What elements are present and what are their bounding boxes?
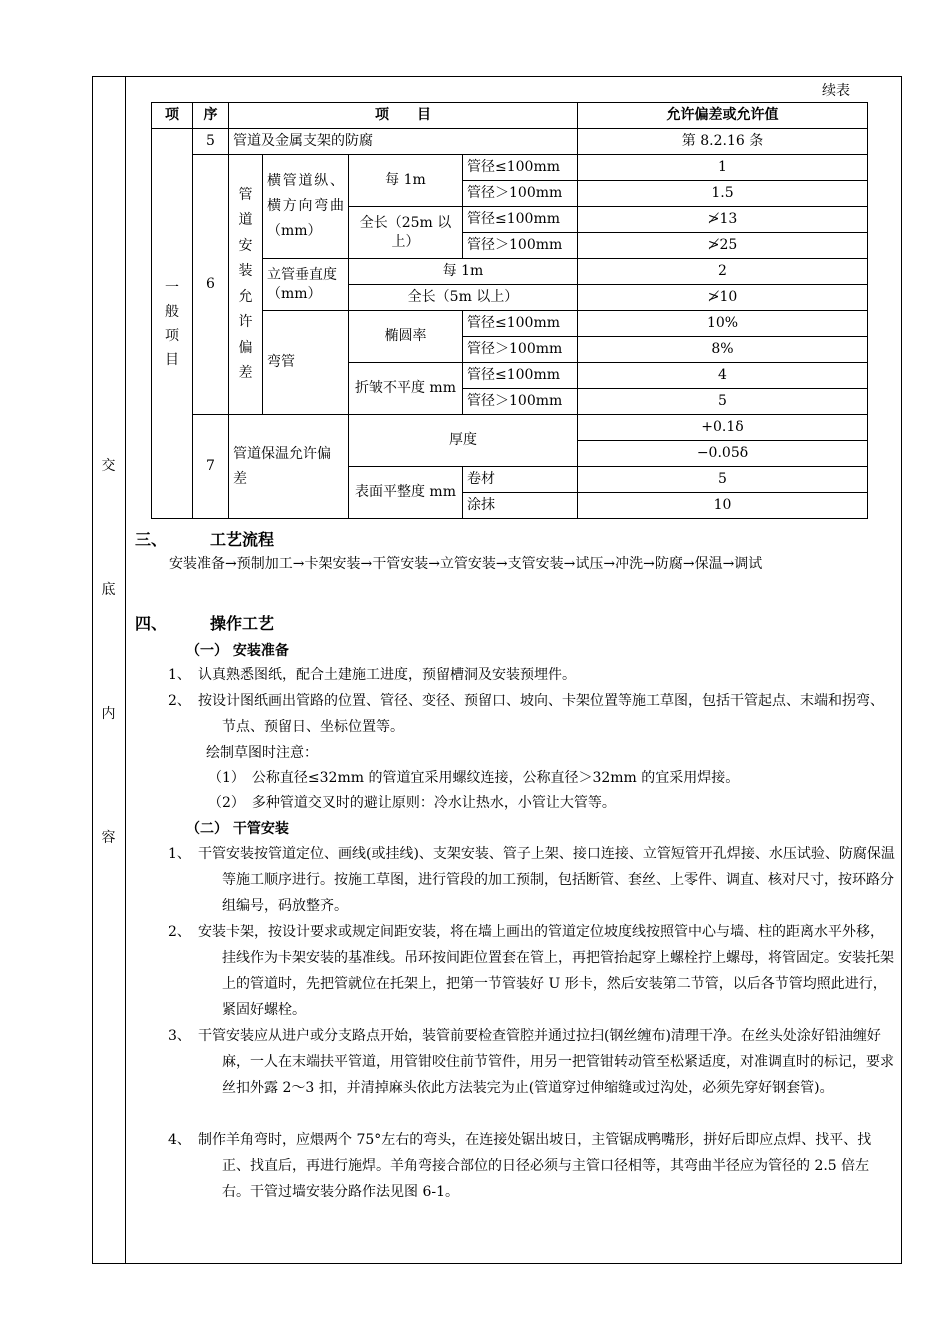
diameter-cell: 管径≤100mm [463, 363, 578, 389]
value-cell: −0.05δ [578, 441, 868, 467]
process-flow: 安装准备→预制加工→卡架安装→干管安装→立管安装→支管安装→试压→冲洗→防腐→保温→调试 [169, 556, 763, 572]
list-text: 按设计图纸画出管路的位置、管径、变径、预留口、坡向、卡架位置等施工草图，包括干管起点、末端和拐弯、节点、预留日、坐标位置等。 [198, 693, 884, 735]
wrinkle-cell: 折皱不平度 mm [349, 363, 463, 415]
category-cell: 一般项目 [152, 129, 193, 519]
value-cell: 1.5 [578, 181, 868, 207]
list-number: 2、 [168, 924, 191, 940]
header-seq: 序 [193, 103, 229, 129]
side-label-char: 内 [101, 706, 116, 722]
header-value: 允许偏差或允许值 [578, 103, 868, 129]
value-cell: 8% [578, 337, 868, 363]
side-label-char: 底 [101, 582, 116, 598]
header-item: 项 目 [229, 103, 578, 129]
value-cell: 2 [578, 259, 868, 285]
value-cell: ≯10 [578, 285, 868, 311]
full-length-cell: 全长（25m 以上） [349, 207, 463, 259]
value-cell: ≯13 [578, 207, 868, 233]
diameter-cell: 管径＞100mm [463, 233, 578, 259]
seq-cell: 7 [193, 415, 229, 519]
side-label-char: 容 [101, 830, 116, 846]
list-item [168, 662, 896, 688]
table-row [152, 155, 868, 181]
tolerance-table [151, 102, 868, 519]
value-cell: 4 [578, 363, 868, 389]
section-title: 操作工艺 [210, 614, 275, 633]
section-heading [135, 611, 274, 634]
thickness-cell: 厚度 [349, 415, 578, 467]
per-meter-cell: 每 1m [349, 155, 463, 207]
horizontal-pipe-cell: 横管道纵、横方向弯曲（mm） [263, 155, 349, 259]
diameter-cell: 管径＞100mm [463, 337, 578, 363]
table-header-row [152, 103, 868, 129]
frame-divider [125, 76, 126, 1264]
subsection-heading: （二） 干管安装 [186, 821, 289, 837]
table-row [152, 129, 868, 155]
material-cell: 涂抹 [463, 493, 578, 519]
list-text: 安装卡架，按设计要求或规定间距安装，将在墙上画出的管道定位坡度线按照管中心与墙、柱的距离水平外移，挂线作为卡架安装的基准线。吊环按间距位置套在管上，再把管抬起穿上螺栓拧上螺母，将管固定。安装托架上的管道时，先把管就位在托架上，把第一节管装好 U 形卡，然后安装第二节管，以后各节管均照此进行，紧固好螺栓。 [198, 924, 894, 1018]
diameter-cell: 管径＞100mm [463, 389, 578, 415]
section-number: 三、 [135, 530, 168, 549]
list-text: 认真熟悉图纸，配合土建施工进度，预留槽洞及安装预埋件。 [198, 667, 576, 683]
value-cell: 10 [578, 493, 868, 519]
list-text: 制作羊角弯时，应煨两个 75°左右的弯头，在连接处锯出坡日，主管锯成鸭嘴形，拼好后即应点焊、找平、找正、找直后，再进行施焊。羊角弯接合部位的日径必须与主管口径相等，其弯曲半径应为管径的 2.5 倍左右。干管过墙安装分路作法见图 6-1。 [198, 1132, 872, 1200]
section-number: 四、 [135, 614, 168, 633]
list-item [168, 1023, 896, 1101]
list-item [168, 1127, 896, 1205]
group-cell: 管道安装允许偏差 [229, 155, 263, 415]
list-number: 1、 [168, 667, 191, 683]
side-label-char: 交 [101, 458, 116, 474]
value-cell: ≯25 [578, 233, 868, 259]
value-cell: 5 [578, 467, 868, 493]
seq-cell: 5 [193, 129, 229, 155]
draw-note: 绘制草图时注意： [206, 745, 318, 761]
continued-label: 续表 [822, 83, 850, 99]
value-cell: 10% [578, 311, 868, 337]
list-text: 干管安装按管道定位、画线(或挂线)、支架安装、管子上架、接口连接、立管短管开孔焊接、水压试验、防腐保温等施工顺序进行。按施工草图，进行管段的加工预制，包括断管、套丝、上零件、调直、核对尺寸，按环路分组编号，码放整齐。 [198, 846, 895, 914]
per-meter-cell: 每 1m [349, 259, 578, 285]
material-cell: 卷材 [463, 467, 578, 493]
section-title: 工艺流程 [210, 530, 275, 549]
bend-cell: 弯管 [263, 311, 349, 415]
list-number: 3、 [168, 1028, 191, 1044]
diameter-cell: 管径≤100mm [463, 207, 578, 233]
list-item [168, 919, 896, 1023]
note-item: （2） 多种管道交叉时的避让原则：冷水让热水，小管让大管等。 [208, 795, 616, 811]
section-heading [135, 527, 274, 550]
seq-cell: 6 [193, 155, 229, 415]
list-item [168, 841, 896, 919]
value-cell: 1 [578, 155, 868, 181]
diameter-cell: 管径＞100mm [463, 181, 578, 207]
list-item [168, 688, 896, 740]
vertical-pipe-cell: 立管垂直度（mm） [263, 259, 349, 311]
item-cell: 管道及金属支架的防腐 [229, 129, 578, 155]
value-cell: 第 8.2.16 条 [578, 129, 868, 155]
list-number: 4、 [168, 1132, 191, 1148]
flatness-cell: 表面平整度 mm [349, 467, 463, 519]
subsection-heading: （一） 安装准备 [186, 643, 289, 659]
list-number: 1、 [168, 846, 191, 862]
ellipse-cell: 椭圆率 [349, 311, 463, 363]
value-cell: +0.1δ [578, 415, 868, 441]
diameter-cell: 管径≤100mm [463, 155, 578, 181]
full-length-cell: 全长（5m 以上） [349, 285, 578, 311]
table-row [152, 415, 868, 441]
list-text: 干管安装应从进户或分支路点开始，装管前要检查管腔并通过拉扫(钢丝缠布)清理干净。在丝头处涂好铅油缠好麻，一人在末端扶平管道，用管钳咬住前节管件，用另一把管钳转动管至松紧适度，对准调直时的标记，要求丝扣外露 2～3 扣，并清掉麻头依此方法装完为止(管道穿过伸缩缝或过沟处，必须先穿好钢套管)。 [198, 1028, 894, 1096]
insulation-cell: 管道保温允许偏差 [229, 415, 349, 519]
diameter-cell: 管径≤100mm [463, 311, 578, 337]
list-number: 2、 [168, 693, 191, 709]
header-category: 项 [152, 103, 193, 129]
note-item: （1） 公称直径≤32mm 的管道宜采用螺纹连接，公称直径＞32mm 的宜采用焊接。 [208, 770, 740, 786]
value-cell: 5 [578, 389, 868, 415]
